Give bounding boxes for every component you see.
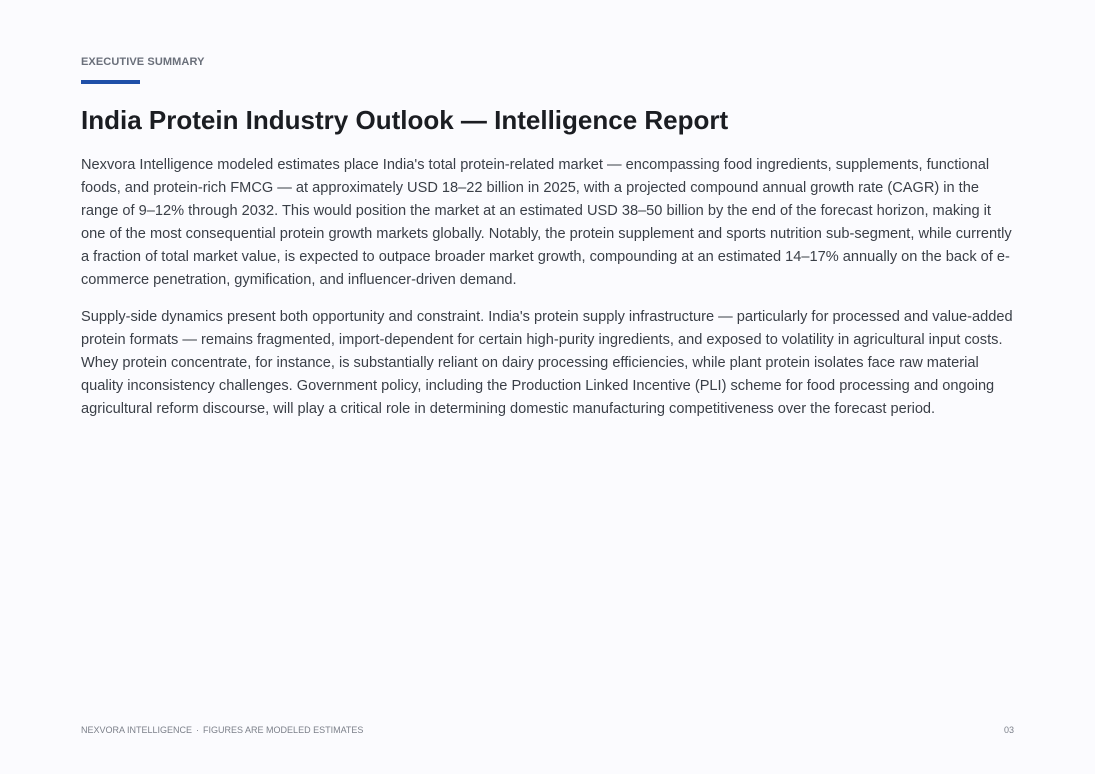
footer-left xyxy=(81,724,363,736)
report-page xyxy=(81,0,1014,774)
section-label: EXECUTIVE SUMMARY xyxy=(81,56,205,68)
paragraph-market-size: Nexvora Intelligence modeled estimates place India's total protein-related market — encompassing food ingredients, supplements, functional foods, and protein-rich FMCG — at approximately USD 18–22 billion in 2025, with a projected compound annual growth rate (CAGR) in the range of 9–12% through 2032. This would position the market at an estimated USD 38–50 billion by the end of the forecast horizon, making it one of the most consequential protein growth markets globally. Notably, the protein supplement and sports nutrition sub-segment, while currently a fraction of total market value, is expected to outpace broader market growth, compounding at an estimated 14–17% annually on the back of e-commerce penetration, gymification, and influencer-driven demand. xyxy=(81,157,1012,288)
footer-brand: NEXVORA INTELLIGENCE xyxy=(81,725,193,735)
accent-bar xyxy=(81,80,140,84)
paragraph-supply-dynamics: Supply-side dynamics present both opportunity and constraint. India's protein supply infrastructure — particularly for processed and value-added protein formats — remains fragmented, import-dependent for certain high-purity ingredients, and exposed to volatility in agricultural input costs. Whey protein concentrate, for instance, is substantially reliant on dairy processing efficiencies, while plant protein isolates face raw material quality inconsistency challenges. Government policy, including the Production Linked Incentive (PLI) scheme for food processing and ongoing agricultural reform discourse, will play a critical role in determining domestic manufacturing competitiveness over the forecast period. xyxy=(81,309,1013,417)
page-title: India Protein Industry Outlook — Intelligence Report xyxy=(81,105,729,135)
body-text xyxy=(81,154,1014,435)
page-number: 03 xyxy=(1003,725,1014,735)
footer-separator: · xyxy=(196,725,200,735)
footer-note: FIGURES ARE MODELED ESTIMATES xyxy=(203,725,364,735)
